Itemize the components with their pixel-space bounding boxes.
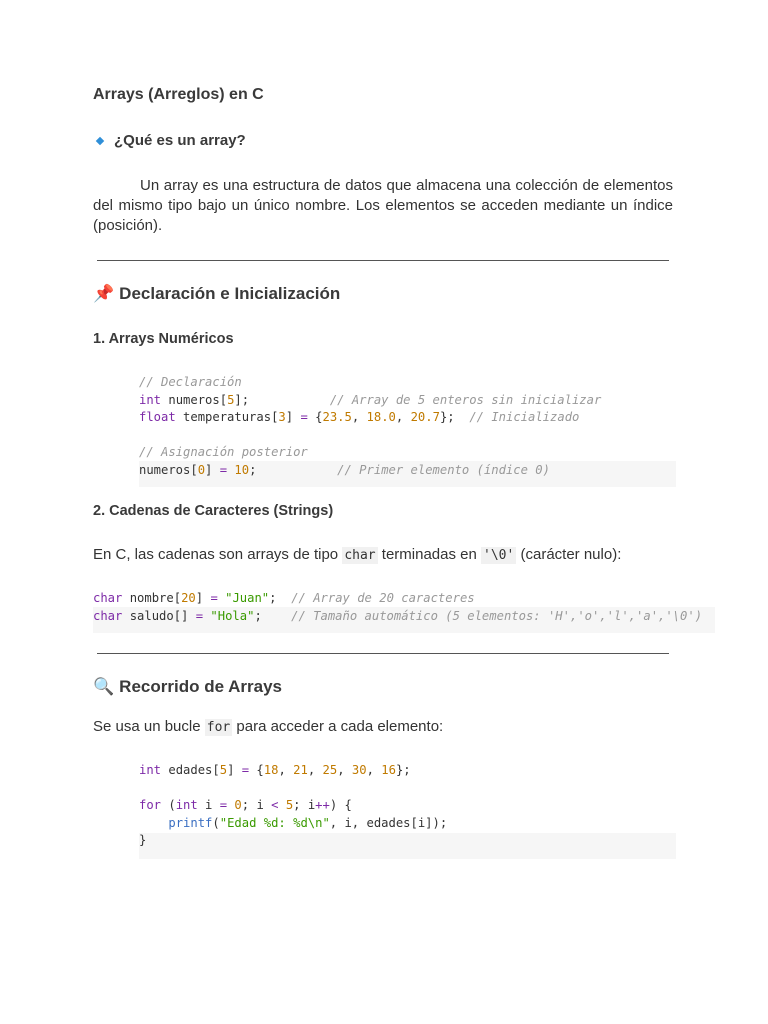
code-text: numeros[ — [161, 392, 228, 407]
code-text: ( — [212, 815, 220, 830]
code-number: 5 — [227, 392, 235, 407]
section-heading-declaracion — [93, 284, 340, 304]
code-string: "Edad %d: %d\n" — [219, 815, 330, 830]
code-number: 18 — [263, 763, 279, 777]
section-heading-text: Declaración e Inicialización — [119, 284, 341, 303]
intro-paragraph: Un array es una estructura de datos que almacena una colección de elementos del mismo tipo bajo un único nombre. Los elementos se acceden mediante un índice (posición). — [93, 177, 673, 234]
code-number: 16 — [381, 763, 396, 777]
code-number: 0 — [234, 798, 242, 812]
divider — [97, 260, 669, 261]
code-text: , — [351, 410, 367, 424]
code-text: saludo[] — [122, 608, 196, 623]
code-comment: // Inicializado — [469, 410, 580, 424]
code-text: , — [366, 763, 382, 777]
code-text: ; — [249, 462, 257, 477]
magnifier-icon: 🔍 — [93, 677, 115, 696]
code-text: ; i — [293, 798, 316, 812]
section-heading-text: Recorrido de Arrays — [119, 677, 282, 696]
code-keyword: for — [139, 798, 162, 812]
code-text: nombre[ — [122, 591, 182, 605]
subheading-cadenas: 2. Cadenas de Caracteres (Strings) — [93, 503, 334, 519]
subheading-numericos: 1. Arrays Numéricos — [93, 331, 234, 347]
text-segment: para acceder a cada elemento: — [232, 718, 444, 735]
code-keyword: char — [93, 608, 123, 623]
text-segment: (carácter nulo): — [516, 546, 622, 563]
code-text: { — [307, 410, 323, 424]
page-title: Arrays (Arreglos) en C — [93, 86, 264, 103]
code-operator: = — [219, 798, 228, 812]
inline-code: for — [206, 720, 231, 735]
text-segment: En C, las cadenas son arrays de tipo — [93, 546, 343, 563]
question-text: ¿Qué es un array? — [114, 132, 246, 149]
code-text: ) { — [329, 798, 352, 812]
code-text: ] — [285, 410, 301, 424]
text-segment: terminadas en — [377, 546, 482, 563]
code-keyword: char — [93, 591, 123, 605]
question-heading — [97, 132, 246, 149]
code-number: 18.0 — [366, 410, 396, 424]
code-text: }; — [395, 763, 411, 777]
code-comment: // Array de 5 enteros sin inicializar — [329, 392, 602, 407]
code-number: 20.7 — [410, 410, 440, 424]
code-text: { — [249, 763, 264, 777]
code-number: 25 — [322, 763, 338, 777]
code-text: , — [278, 763, 294, 777]
code-operator: = — [195, 608, 204, 623]
inline-code: '\0' — [483, 548, 515, 563]
code-text: , — [395, 410, 411, 424]
code-keyword: int — [139, 763, 162, 777]
code-number: 23.5 — [322, 410, 352, 424]
code-keyword: float — [139, 410, 176, 424]
code-comment: // Asignación posterior — [139, 445, 308, 459]
code-text: , i, edades[i]); — [329, 815, 448, 830]
code-text: ; i — [241, 798, 272, 812]
text-segment: Se usa un bucle — [93, 718, 205, 735]
blue-diamond-icon — [96, 136, 104, 144]
code-text: edades[ — [161, 763, 220, 777]
code-text: ] — [227, 763, 242, 777]
code-number: 5 — [219, 763, 228, 777]
code-text: temperaturas[ — [175, 410, 279, 424]
code-text: ]; — [234, 392, 250, 407]
code-operator: = — [219, 462, 228, 477]
code-block-cadenas — [93, 590, 702, 625]
code-text: ; — [254, 608, 262, 623]
code-keyword: int — [139, 392, 162, 407]
code-operator: = — [300, 410, 308, 424]
code-text: ( — [161, 798, 176, 812]
code-text — [278, 798, 285, 812]
code-text: ] — [205, 462, 220, 477]
code-comment: // Declaración — [139, 375, 242, 389]
code-text: } — [139, 833, 147, 847]
code-text: ; — [269, 591, 277, 605]
divider — [97, 653, 669, 654]
code-keyword: int — [175, 798, 198, 812]
inline-code: char — [344, 548, 376, 563]
code-number: 20 — [181, 591, 196, 605]
code-operator: = — [241, 763, 250, 777]
cadenas-description — [93, 546, 621, 563]
code-comment: // Tamaño automático (5 elementos: 'H','o','l','a','\0') — [291, 608, 703, 623]
code-text: }; — [439, 410, 455, 424]
code-function: printf — [168, 815, 213, 830]
code-comment: // Primer elemento (índice 0) — [337, 462, 550, 477]
code-text: , — [307, 763, 323, 777]
code-number: 10 — [234, 462, 250, 477]
code-string: "Hola" — [210, 608, 255, 623]
code-text: ] — [195, 591, 211, 605]
pushpin-icon: 📌 — [93, 284, 115, 303]
code-number: 0 — [197, 462, 206, 477]
code-number: 30 — [351, 763, 367, 777]
code-text: numeros[ — [139, 462, 198, 477]
code-operator: ++ — [315, 798, 330, 812]
recorrido-description — [93, 718, 443, 735]
code-comment: // Array de 20 caracteres — [291, 591, 475, 605]
code-number: 3 — [278, 410, 286, 424]
code-block-recorrido — [139, 762, 447, 850]
code-text: , — [337, 763, 352, 777]
code-number: 5 — [285, 798, 294, 812]
code-operator: = — [210, 591, 218, 605]
code-operator: < — [271, 798, 279, 812]
section-heading-recorrido — [93, 677, 282, 697]
code-number: 21 — [293, 763, 308, 777]
code-string: "Juan" — [225, 591, 270, 605]
code-block-numericos — [139, 374, 601, 479]
code-text: i — [197, 798, 220, 812]
